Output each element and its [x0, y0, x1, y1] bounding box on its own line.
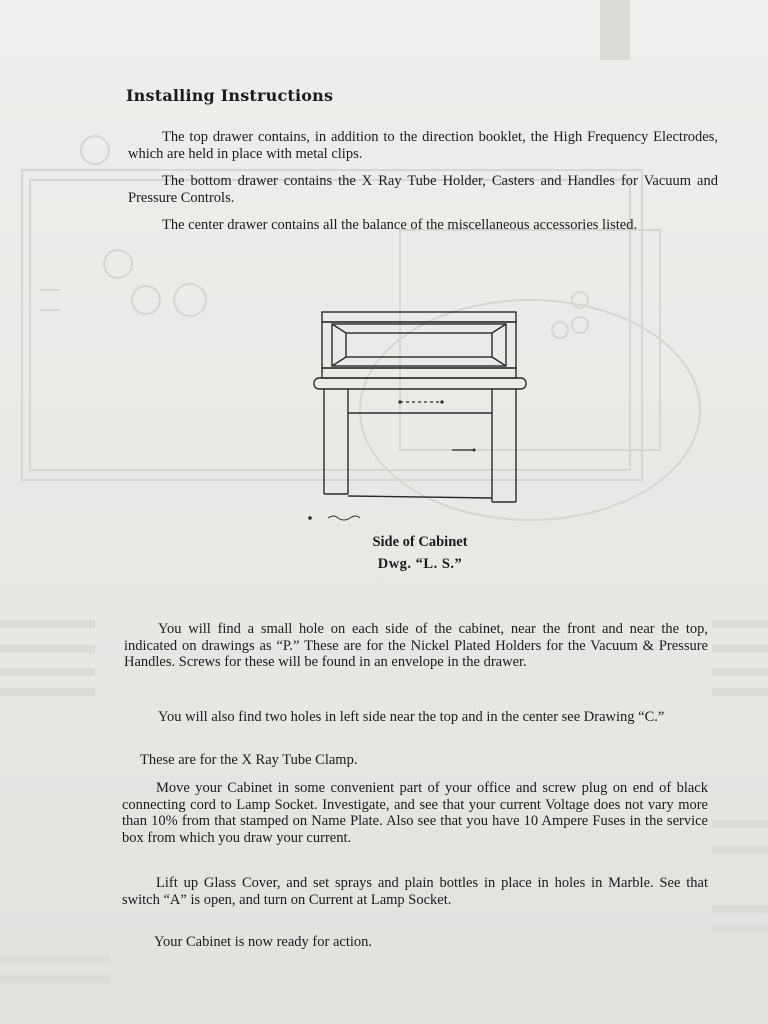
paragraph-glass-cover: Lift up Glass Cover, and set sprays and plain bottles in place in holes in Marble. See that switch “A” is open, and turn on Current at Lamp Socket. — [122, 875, 708, 908]
paragraph-center-drawer: The center drawer contains all the balance of the miscellaneous accessories listed. — [162, 217, 638, 233]
paragraph-ready: Your Cabinet is now ready for action. — [154, 934, 373, 950]
paragraph-move-cabinet: Move your Cabinet in some convenient part of your office and screw plug on end of black connecting cord to Lamp Socket. Investigate, and see that your current Voltage does not vary more than 10% from that stamped on Name Plate. Also see that you have 10 Ampere Fuses in the service box from which you draw your current. — [122, 780, 708, 846]
paragraph-bottom-drawer: The bottom drawer contains the X Ray Tube Holder, Casters and Handles for Vacuum and Pressure Controls. — [128, 173, 718, 206]
page-title: Installing Instructions — [126, 86, 334, 105]
paragraph-tube-clamp: These are for the X Ray Tube Clamp. — [140, 752, 358, 768]
figure-drawing-label: Dwg. “L. S.” — [377, 556, 463, 572]
figure-caption: Side of Cabinet — [372, 534, 468, 550]
paragraph-side-holes: You will find a small hole on each side of the cabinet, near the front and near the top, indicated on drawings as “P.” These are for the Nickel Plated Holders for the Vacuum & Pressure Handles. Screws for these will be found in an envelope in the drawer. — [124, 621, 708, 670]
paragraph-top-drawer: The top drawer contains, in addition to the direction booklet, the High Frequency Electrodes, which are held in place with metal clips. — [128, 129, 718, 162]
cabinet-side-drawing — [300, 300, 540, 530]
paragraph-left-side-holes: You will also find two holes in left side near the top and in the center see Drawing “C.” — [158, 709, 665, 725]
